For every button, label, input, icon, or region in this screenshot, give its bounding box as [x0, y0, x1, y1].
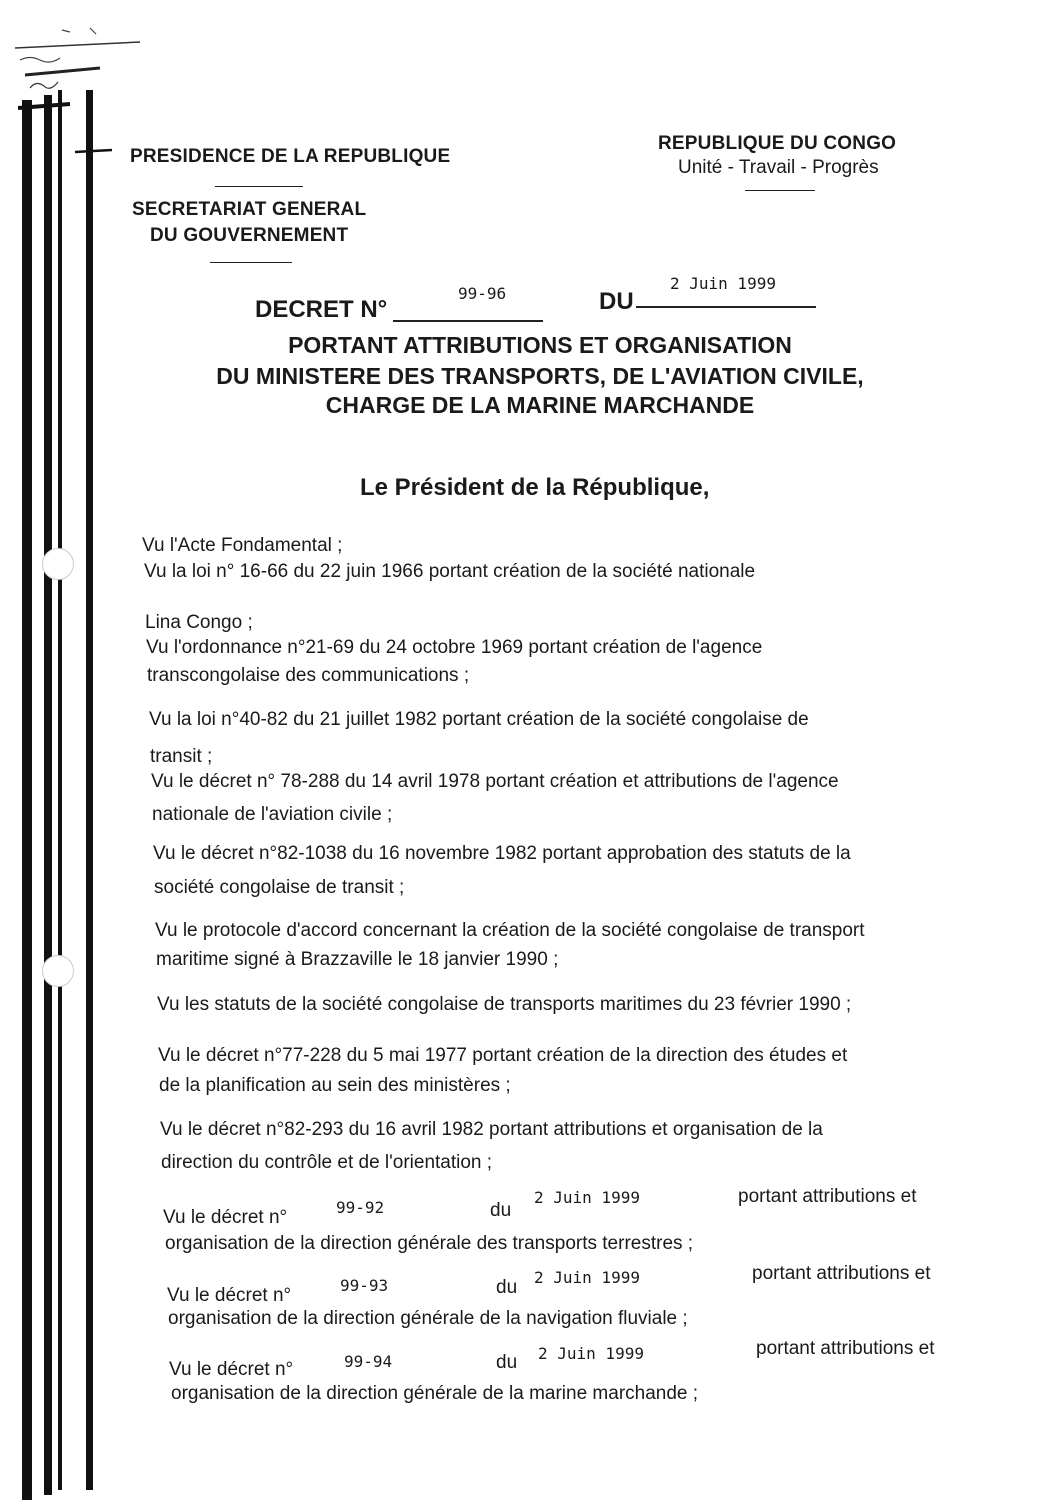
visa-line: transcongolaise des communications ; — [147, 665, 470, 686]
header-presidence: PRESIDENCE DE LA REPUBLIQUE — [130, 146, 451, 167]
punch-hole — [42, 955, 74, 987]
header-gouvernement: DU GOUVERNEMENT — [150, 225, 349, 246]
visa-line: Vu l'ordonnance n°21-69 du 24 octobre 1969 portant création de l'agence — [146, 637, 763, 658]
visa-line: maritime signé à Brazzaville le 18 janvier 1990 ; — [156, 949, 559, 970]
header-country: REPUBLIQUE DU CONGO — [658, 133, 897, 154]
visa-line: organisation de la direction générale de la marine marchande ; — [171, 1383, 699, 1404]
decree-number: 99-96 — [458, 284, 507, 303]
visa-line: Vu le décret n°82-293 du 16 avril 1982 portant attributions et organisation de la — [160, 1119, 823, 1140]
binding-bar — [58, 90, 62, 1490]
decree-number-line — [393, 320, 543, 322]
visa-line: Vu le décret n°77-228 du 5 mai 1977 portant création de la direction des études et — [158, 1045, 848, 1066]
decree-title-line2: DU MINISTERE DES TRANSPORTS, DE L'AVIATION CIVILE, — [216, 363, 864, 389]
punch-hole — [42, 548, 74, 580]
header-divider — [745, 190, 815, 191]
visa-line: Vu le décret n° — [167, 1285, 292, 1306]
decree-date-filled: 2 Juin 1999 — [534, 1188, 640, 1207]
visa-line: Vu le décret n° 78-288 du 14 avril 1978 portant création et attributions de l'agence — [151, 771, 839, 792]
visa-line: transit ; — [150, 746, 213, 767]
visa-line: Vu l'Acte Fondamental ; — [142, 535, 343, 556]
visa-line: nationale de l'aviation civile ; — [152, 804, 393, 825]
decree-date-label: DU — [599, 288, 634, 315]
visa-line: portant attributions et — [738, 1186, 917, 1207]
header-divider — [215, 186, 303, 187]
binding-bar — [44, 95, 52, 1495]
visa-line: du — [496, 1277, 518, 1298]
decree-number-filled: 99-93 — [340, 1276, 389, 1295]
visa-line: Vu la loi n°40-82 du 21 juillet 1982 portant création de la société congolaise de — [149, 709, 809, 730]
header-secretariat: SECRETARIAT GENERAL — [132, 199, 367, 220]
decree-number-filled: 99-92 — [336, 1198, 385, 1217]
visa-line: Vu la loi n° 16-66 du 22 juin 1966 portant création de la société nationale — [144, 561, 756, 582]
visa-line: du — [490, 1200, 512, 1221]
decree-label: DECRET N° — [255, 296, 388, 323]
visa-line: portant attributions et — [752, 1263, 931, 1284]
president-heading: Le Président de la République, — [360, 474, 710, 501]
visa-line: direction du contrôle et de l'orientation ; — [161, 1152, 493, 1173]
decree-date-filled: 2 Juin 1999 — [534, 1268, 640, 1287]
visa-line: Vu le protocole d'accord concernant la création de la société congolaise de transport — [155, 920, 865, 941]
decree-number-filled: 99-94 — [344, 1352, 393, 1371]
visa-line: société congolaise de transit ; — [154, 877, 405, 898]
visa-line: de la planification au sein des ministères ; — [159, 1075, 511, 1096]
header-divider — [210, 262, 292, 263]
decree-title-line3: CHARGE DE LA MARINE MARCHANDE — [325, 392, 755, 418]
visa-line: organisation de la direction générale des transports terrestres ; — [165, 1233, 694, 1254]
visa-line: organisation de la direction générale de la navigation fluviale ; — [168, 1308, 688, 1329]
visa-line: Vu le décret n° — [163, 1207, 288, 1228]
header-motto: Unité - Travail - Progrès — [678, 157, 879, 178]
decree-date-filled: 2 Juin 1999 — [538, 1344, 644, 1363]
binding-bar — [22, 100, 32, 1500]
visa-line: Vu le décret n° — [169, 1359, 294, 1380]
visa-line: Vu le décret n°82-1038 du 16 novembre 1982 portant approbation des statuts de la — [153, 843, 851, 864]
decree-date-line — [636, 306, 816, 308]
decree-date: 2 Juin 1999 — [670, 274, 776, 293]
visa-line: Lina Congo ; — [145, 612, 253, 633]
scan-scribble — [0, 0, 160, 160]
decree-title-line1: PORTANT ATTRIBUTIONS ET ORGANISATION — [288, 332, 792, 358]
binding-bar — [86, 90, 93, 1490]
visa-line: Vu les statuts de la société congolaise de transports maritimes du 23 février 1990 ; — [157, 994, 852, 1015]
visa-line: portant attributions et — [756, 1338, 935, 1359]
visa-line: du — [496, 1352, 518, 1373]
